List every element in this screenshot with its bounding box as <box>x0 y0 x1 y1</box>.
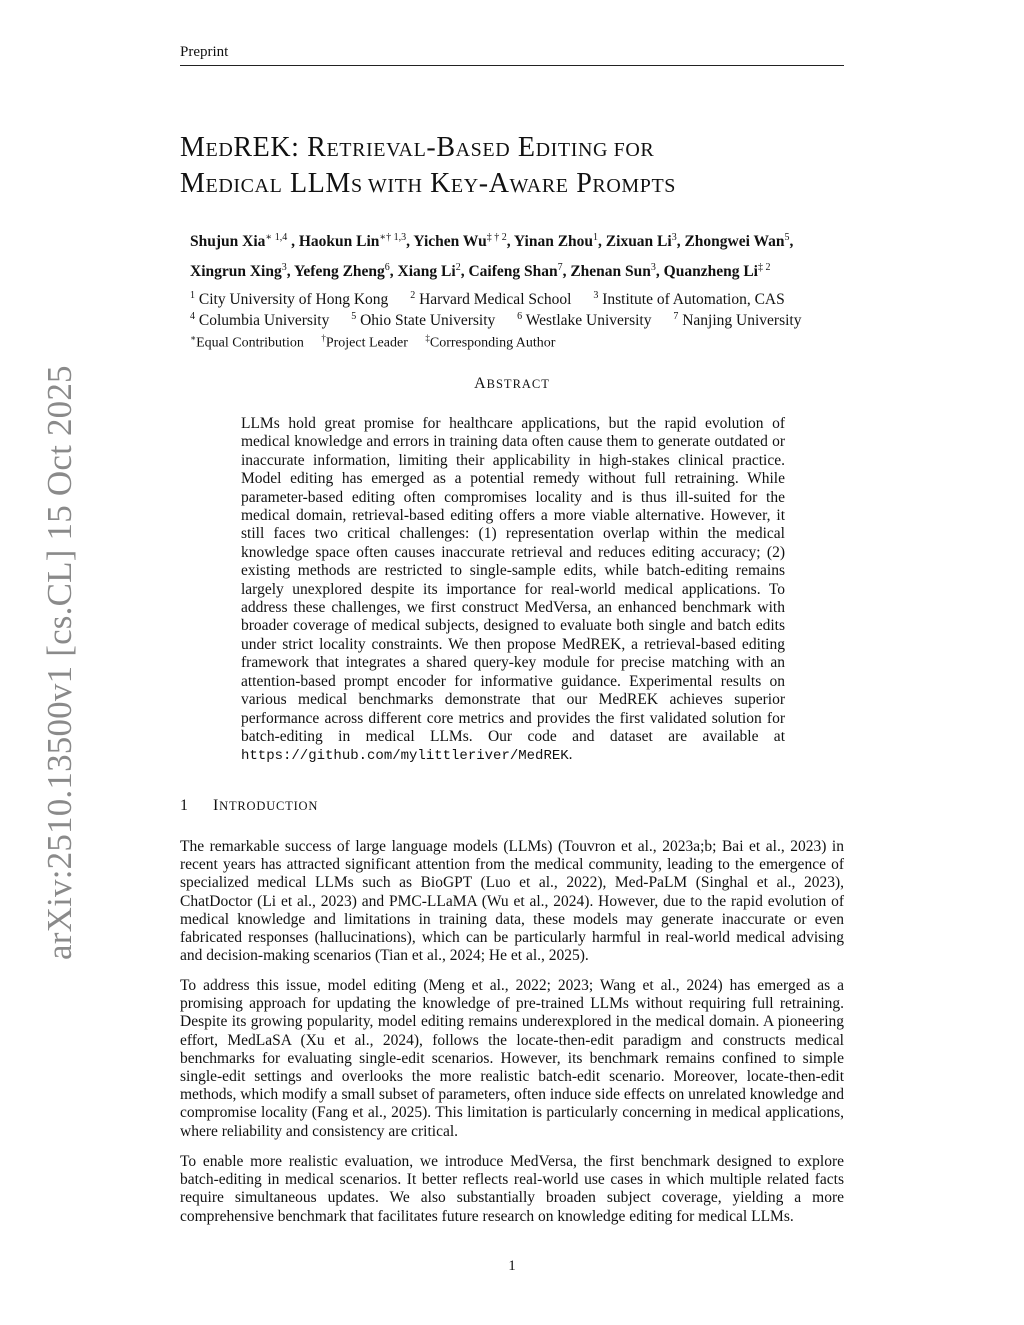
author: Haokun Lin <box>298 233 380 251</box>
author: Yinan Zhou <box>513 233 594 251</box>
title-line-1: MEDREK: RETRIEVAL-BASED EDITING FOR <box>180 132 655 163</box>
author: Xingrun Xing <box>190 263 282 281</box>
body-paragraph: The remarkable success of large language models (LLMs) (Touvron et al., 2023a;b; Bai et al., 2023) in recent years has attracted significant attention from the medical community, leading to the emergence of specialized medical LLMs such as BioGPT (Luo et al., 2022), Med-PaLM (Singhal et al., 2023), ChatDoctor (Li et al., 2023) and PMC-LLaMA (Wu et al., 2024). However, due to the rapid evolution of medical knowledge and limitations in training data, these models may generate inaccurate or even fabricated responses (hallucinations), which can be particularly harmful in real-world medical advising and decision-making scenarios (Tian et al., 2024; He et al., 2025). <box>180 838 844 965</box>
section-heading: 1 INTRODUCTION <box>180 797 319 814</box>
note: Corresponding Author <box>429 335 556 351</box>
author: Xiang Li <box>397 263 456 281</box>
affiliation: Columbia University <box>198 312 330 330</box>
code-link[interactable]: https://github.com/mylittleriver/MedREK <box>241 748 569 765</box>
author: Yefeng Zheng <box>293 263 385 281</box>
note: Equal Contribution <box>196 335 304 351</box>
author: Yichen Wu <box>413 233 487 251</box>
header-rule <box>180 65 844 66</box>
affiliation: Harvard Medical School <box>419 291 572 309</box>
author: Caifeng Shan <box>468 263 558 281</box>
affiliations-line-1: $^1$ City University of Hong Kong $^2$ Harvard Medical School $^3$ Institute of Automation, CAS <box>190 290 785 309</box>
author: Zixuan Li <box>605 233 672 251</box>
body-paragraph: To enable more realistic evaluation, we introduce MedVersa, the first benchmark designed to explore batch-editing in medical scenarios. It better reflects real-world use cases in which multiple related facts require simultaneous updates. We also substantially broaden subject coverage, yielding a more comprehensive benchmark that facilitates future research on knowledge editing for medical LLMs. <box>180 1153 844 1225</box>
author-line-1: Shujun Xia$^{∗ 1,4}$ , Haokun Lin$^{∗\dagger 1,3}$, Yichen $Wu^{\ddagger \dagger 2}$, Yinan Zhou$^1$, Zixuan Li$^3$, Zhongwei Wan$^5$, <box>190 232 794 251</box>
note: Project Leader <box>325 335 408 351</box>
arxiv-stamp: arXiv:2510.13500v1 [cs.CL] 15 Oct 2025 <box>40 365 79 960</box>
affiliation: City University of Hong Kong <box>198 291 389 309</box>
author-list <box>190 225 854 285</box>
author: Shujun Xia <box>190 233 266 251</box>
body-paragraph: To address this issue, model editing (Meng et al., 2022; 2023; Wang et al., 2024) has emerged as a promising approach for updating the knowledge of pre-trained LLMs without requiring full retraining. Despite its growing popularity, model editing remains underexplored in the medical domain. A pioneering effort, MedLaSA (Xu et al., 2024), follows the locate-then-edit paradigm and constructs medical benchmarks for evaluating single-edit scenarios. However, its benchmark remains confined to simple single-edit settings and overlooks the more realistic batch-edit scenario. Moreover, locate-then-edit methods, which modify a small subset of parameters, often induce side effects on unrelated knowledge and compromise locality (Fang et al., 2025). This limitation is particularly concerning in medical applications, where reliability and consistency are critical. <box>180 977 844 1140</box>
author: Zhenan Sun <box>570 263 651 281</box>
abstract-text: LLMs hold great promise for healthcare applications, but the rapid evolution of medical knowledge and errors in training data often cause them to generate outdated or inaccurate information, limiting their applicability in high-stakes clinical practice. Model editing has emerged as a potential remedy without full retraining. While parameter-based editing often compromises locality and is thus ill-suited for the medical domain, retrieval-based editing offers a more viable alternative. However, it still faces two critical challenges: (1) representation overlap within the medical knowledge space often causes inaccurate retrieval and reduces editing accuracy; (2) existing methods are restricted to single-sample edits, while batch-editing remains largely unexplored despite its importance for real-world medical applications. To address these challenges, we first construct MedVersa, an enhanced benchmark with broader coverage of medical subjects, designed to evaluate both single and batch edits under strict locality constraints. We then propose MedREK, a retrieval-based editing framework that integrates a shared query-key module for precise matching with an attention-based prompt encoder for informative guidance. Experimental results on various medical benchmarks demonstrate that our MedREK achieves superior performance across different core metrics and provides the first validated solution for batch-editing in medical LLMs. Our code and dataset are available at <box>241 415 785 745</box>
page-number: 1 <box>508 1258 516 1274</box>
author: Zhongwei Wan <box>684 233 785 251</box>
affiliation: Ohio State University <box>360 312 496 330</box>
affiliation: Institute of Automation, CAS <box>602 291 785 309</box>
author: Quanzheng Li <box>663 263 758 281</box>
author-notes: ∗Equal Contribution †Project Leader ‡Corresponding Author <box>190 333 556 351</box>
abstract-heading: ABSTRACT <box>474 375 550 392</box>
paper-title <box>180 131 844 203</box>
abstract-body: LLMs hold great promise for healthcare applications, but the rapid evolution of medical knowledge and errors in training data often cause them to generate outdated or inaccurate information, limiting their applicability in high-stakes clinical practice. Model editing has emerged as a potential remedy without full retraining. While parameter-based editing often compromises locality and is thus ill-suited for the medical domain, retrieval-based editing offers a more viable alternative. However, it still faces two critical challenges: (1) representation overlap within the medical knowledge space often causes inaccurate retrieval and reduces editing accuracy; (2) existing methods are restricted to single-sample edits, while batch-editing remains largely unexplored despite its importance for real-world medical applications. To address these challenges, we first construct MedVersa, an enhanced benchmark with broader coverage of medical subjects, designed to evaluate both single and batch edits under strict locality constraints. We then propose MedREK, a retrieval-based editing framework that integrates a shared query-key module for precise matching with an attention-based prompt encoder for informative guidance. Experimental results on various medical benchmarks demonstrate that our MedREK achieves superior performance across different core metrics and provides the first validated solution for batch-editing in medical LLMs. Our code and dataset are available at https://github.com/mylittleriver/MedREK. <box>241 415 785 765</box>
title-line-2: MEDICAL LLMS WITH KEY-AWARE PROMPTS <box>180 168 677 199</box>
affiliations-line-2: $^4$ Columbia University $^5$ Ohio State University $^6$ Westlake University $^7$ Nanjing University <box>190 311 802 330</box>
author-line-2: Xingrun Xing$^3$, Yefeng Zheng$^6$, Xiang Li$^2$, Caifeng Shan$^7$, Zhenan Sun$^3$, Quanzheng Li$^{\ddagger 2}$ <box>190 262 771 281</box>
affiliation: Nanjing University <box>682 312 802 330</box>
affiliation: Westlake University <box>525 312 652 330</box>
running-header: Preprint <box>180 44 229 60</box>
